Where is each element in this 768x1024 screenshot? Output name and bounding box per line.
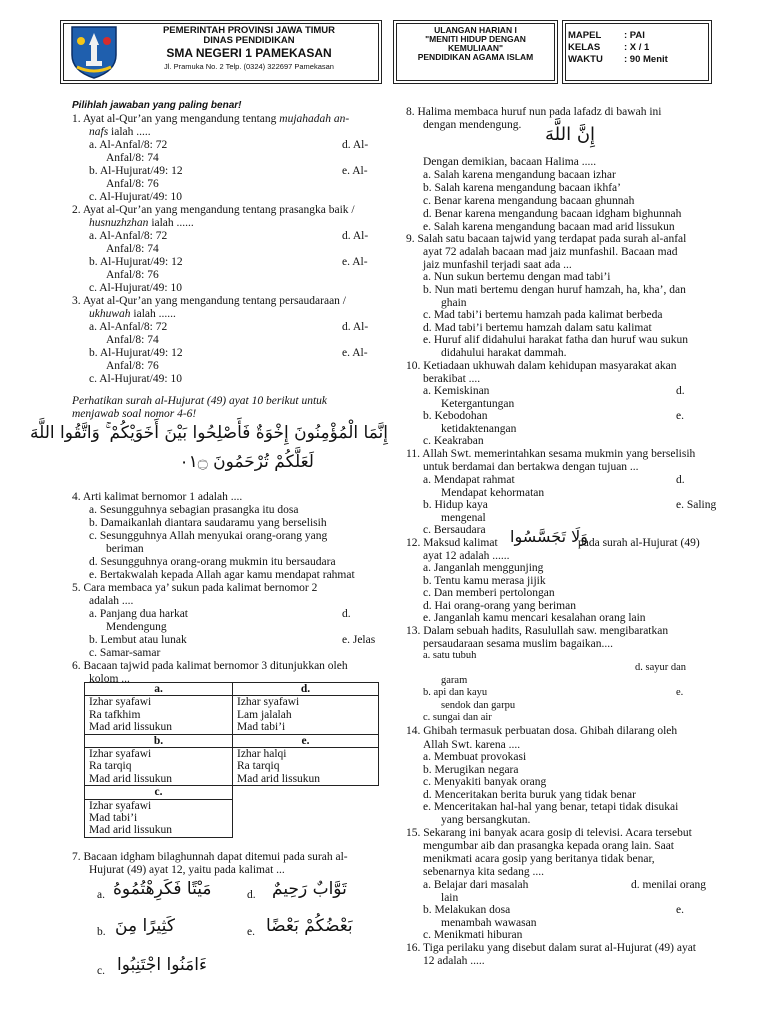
- q3-option-e[interactable]: e. Al-: [342, 347, 368, 359]
- q5-option-b[interactable]: b. Lembut atau lunak: [89, 634, 187, 646]
- q3-option-e-text: Anfal/8: 76: [106, 360, 159, 372]
- header-line-1: PEMERINTAH PROVINSI JAWA TIMUR: [162, 25, 336, 36]
- q1-stem: 1. Ayat al-Qur’an yang mengandung tentang mujahadah an-: [72, 113, 350, 125]
- header-line-2: DINAS PENDIDIKAN: [203, 35, 295, 46]
- q9-option-e-cont: didahului harakat dammah.: [441, 347, 567, 359]
- q8-option-a[interactable]: a. Salah karena mengandung bacaan izhar: [423, 169, 616, 181]
- q16-stem: 16. Tiga perilaku yang disebut dalam surat al-Hujurat (49) ayat: [406, 942, 696, 954]
- q6-stem-2: kolom ...: [89, 673, 130, 685]
- q13-stem: 13. Dalam sebuah hadits, Rasulullah saw. mengibaratkan: [406, 625, 669, 637]
- q13-option-b[interactable]: b. api dan kayu: [423, 687, 488, 698]
- school-address: Jl. Pramuka No. 2 Telp. (0324) 322697 Pamekasan: [164, 62, 334, 71]
- q11-stem: 11. Allah Swt. memerintahkan sesama mukmin yang berselisih: [406, 448, 696, 460]
- q13-option-c[interactable]: c. sungai dan air: [423, 712, 492, 723]
- q8-option-b[interactable]: b. Salah karena mengandung bacaan ikhfa’: [423, 182, 621, 194]
- exam-line-3: KEMULIAAN": [447, 43, 504, 53]
- q10-option-e-text: ketidaktenangan: [441, 423, 517, 435]
- q2-option-e-text: Anfal/8: 76: [106, 269, 159, 281]
- q1-option-d-text: Anfal/8: 74: [106, 152, 159, 164]
- q11-option-b[interactable]: b. Hidup kaya: [423, 499, 488, 511]
- instructions: Pilihlah jawaban yang paling benar!: [72, 100, 242, 111]
- q1-option-b[interactable]: b. Al-Hujurat/49: 12: [89, 165, 183, 177]
- q15-stem-2: mengumbar aib dan prasangka kepada orang lain. Saat: [423, 840, 674, 852]
- q1-option-e-text: Anfal/8: 76: [106, 178, 159, 190]
- q1-option-a[interactable]: a. Al-Anfal/8: 72: [89, 139, 168, 151]
- q6-col-b-cell: Izhar syafawi Ra tarqiq Mad arid lissukun: [85, 748, 233, 786]
- q8-option-e[interactable]: e. Salah karena mengandung bacaan mad arid lissukun: [423, 221, 675, 233]
- q5-option-a[interactable]: a. Panjang dua harkat: [89, 608, 188, 620]
- q12-option-b[interactable]: b. Tentu kamu merasa jijik: [423, 575, 546, 587]
- info-val-1: : PAI: [624, 30, 645, 41]
- q9-stem-3: jaiz munfashil terjadi saat ada ...: [423, 259, 572, 271]
- q6-col-b-header[interactable]: b.: [85, 734, 233, 747]
- q12-arabic-word: وَلَا تَجَسَّسُوا: [510, 527, 588, 546]
- q2-option-a[interactable]: a. Al-Anfal/8: 72: [89, 230, 168, 242]
- q4-option-b[interactable]: b. Damaikanlah diantara saudaramu yang berselisih: [89, 517, 327, 529]
- quran-verse-line-1: إِنَّمَا الْمُؤْمِنُونَ إِخْوَةٌ فَأَصْلِحُوا بَيْنَ أَخَوَيْكُمْ ۚ وَاتَّقُوا اللَّهَ: [30, 423, 388, 443]
- q3-stem-2: ukhuwah ialah ......: [89, 308, 176, 320]
- q15-stem-3: menikmati acara gosip yang beritanya tidak benar,: [423, 853, 655, 865]
- q15-option-a[interactable]: a. Belajar dari masalah: [423, 879, 529, 891]
- q11-option-e[interactable]: e. Saling: [676, 499, 717, 511]
- province-logo: [69, 25, 119, 79]
- q7-stem-2: Hujurat (49) ayat 12, yaitu pada kalimat ...: [89, 864, 285, 876]
- q3-stem: 3. Ayat al-Qur’an yang mengandung tentang persaudaraan /: [72, 295, 346, 307]
- q8-option-d[interactable]: d. Benar karena mengandung bacaan idgham bighunnah: [423, 208, 682, 220]
- q9-option-d[interactable]: d. Mad tabi’i bertemu hamzah dalam satu kalimat: [423, 322, 652, 334]
- q14-stem-2: Allah Swt. karena ....: [423, 739, 521, 751]
- q11-option-e-text: mengenal: [441, 512, 486, 524]
- q6-col-a-header[interactable]: a.: [85, 683, 233, 696]
- q6-col-c-cell: Izhar syafawi Mad tabi’i Mad arid lissukun: [85, 799, 233, 837]
- q5-option-c[interactable]: c. Samar-samar: [89, 647, 161, 659]
- q14-option-b[interactable]: b. Merugikan negara: [423, 764, 519, 776]
- q4-option-e[interactable]: e. Bertakwalah kepada Allah agar kamu mendapat rahmat: [89, 569, 355, 581]
- q15-option-d[interactable]: d. menilai orang: [631, 879, 707, 891]
- q8-stem-3: Dengan demikian, bacaan Halima .....: [423, 156, 597, 168]
- q7-option-a[interactable]: a.: [97, 889, 105, 901]
- q8-arabic-lafadz: إِنَّ اللَّهَ: [545, 124, 596, 145]
- q3-option-c[interactable]: c. Al-Hujurat/49: 10: [89, 373, 182, 385]
- q7-option-b-arabic: كَثِيرًا مِنَ: [115, 916, 175, 936]
- q7-option-d-arabic: تَوَّابٌ رَحِيمٌ: [272, 879, 347, 899]
- q14-stem: 14. Ghibah termasuk perbuatan dosa. Ghibah dilarang oleh: [406, 725, 678, 737]
- q12-stem-b: pada surah al-Hujurat (49): [578, 537, 700, 549]
- q7-option-e[interactable]: e.: [247, 926, 255, 938]
- q10-option-e[interactable]: e.: [676, 410, 684, 422]
- q4-option-c-text: beriman: [106, 543, 144, 555]
- q15-stem-4: sebenarnya kita sedang ....: [423, 866, 545, 878]
- q5-stem-2: adalah ....: [89, 595, 134, 607]
- info-key-3: WAKTU: [568, 54, 603, 65]
- q4-stem: 4. Arti kalimat bernomor 1 adalah ....: [72, 491, 243, 503]
- passage-intro-2: menjawab soal nomor 4-6!: [72, 408, 197, 420]
- q10-option-b[interactable]: b. Kebodohan: [423, 410, 488, 422]
- q13-option-a[interactable]: a. satu tubuh: [423, 650, 477, 661]
- q14-option-d[interactable]: d. Menceritakan berita buruk yang tidak benar: [423, 789, 636, 801]
- q14-option-e-cont: yang bersangkutan.: [441, 814, 531, 826]
- q6-col-d-cell: Izhar syafawi Lam jalalah Mad tabi’i: [233, 696, 379, 734]
- q13-option-e[interactable]: e.: [676, 687, 684, 698]
- q6-col-e-cell: Izhar halqi Ra tarqiq Mad arid lissukun: [233, 748, 379, 786]
- q12-option-e[interactable]: e. Janganlah kamu mencari kesalahan orang lain: [423, 612, 646, 624]
- q6-col-c-header[interactable]: c.: [85, 786, 233, 799]
- q2-option-c[interactable]: c. Al-Hujurat/49: 10: [89, 282, 182, 294]
- q13-option-e-text: sendok dan garpu: [441, 700, 516, 711]
- q9-option-b-cont: ghain: [441, 297, 467, 309]
- q11-stem-2: untuk berdamai dan bertakwa dengan tujuan ...: [423, 461, 639, 473]
- q7-option-a-arabic: مَيْتًا فَكَرِهْتُمُوهُ: [113, 879, 212, 899]
- q8-stem-2: dengan mendengung.: [423, 119, 522, 131]
- q13-option-d[interactable]: d. sayur dan: [635, 662, 687, 673]
- q3-option-d[interactable]: d. Al-: [342, 321, 369, 333]
- q11-option-d-text: Mendapat kehormatan: [441, 487, 545, 499]
- q6-stem: 6. Bacaan tajwid pada kalimat bernomor 3 ditunjukkan oleh: [72, 660, 348, 672]
- exam-line-2: "MENITI HIDUP DENGAN: [425, 34, 526, 44]
- q10-option-d[interactable]: d.: [676, 385, 685, 397]
- q2-stem-2: husnuzhzhan ialah ......: [89, 217, 194, 229]
- q2-option-e[interactable]: e. Al-: [342, 256, 368, 268]
- school-name: SMA NEGERI 1 PAMEKASAN: [166, 46, 332, 60]
- q2-option-d[interactable]: d. Al-: [342, 230, 369, 242]
- q8-option-c[interactable]: c. Benar karena mengandung bacaan ghunnah: [423, 195, 635, 207]
- q10-option-a[interactable]: a. Kemiskinan: [423, 385, 490, 397]
- q14-option-e[interactable]: e. Menceritakan hal-hal yang benar, tetapi tidak disukai: [423, 801, 679, 813]
- q6-tajwid-table: [84, 682, 379, 838]
- q11-option-c[interactable]: c. Bersaudara: [423, 524, 486, 536]
- q13-option-d-cont: garam: [441, 675, 468, 686]
- q9-stem-2: ayat 72 adalah bacaan mad jaiz munfashil. Bacaan mad: [423, 246, 678, 258]
- q12-stem: 12. Maksud kalimat: [406, 537, 498, 549]
- q15-option-c[interactable]: c. Menikmati hiburan: [423, 929, 523, 941]
- info-val-3: : 90 Menit: [624, 54, 668, 65]
- q9-option-c[interactable]: c. Mad tabi’i bertemu hamzah pada kalimat berbeda: [423, 309, 663, 321]
- q10-stem: 10. Ketiadaan ukhuwah dalam kehidupan masyarakat akan: [406, 360, 677, 372]
- q15-stem: 15. Sekarang ini banyak acara gosip di televisi. Acara tersebut: [406, 827, 692, 839]
- q4-option-c[interactable]: c. Sesungguhnya Allah menyukai orang-orang yang: [89, 530, 328, 542]
- q6-col-a-cell: Izhar syafawi Ra tafkhim Mad arid lissukun: [85, 696, 233, 734]
- q12-option-d[interactable]: d. Hai orang-orang yang beriman: [423, 600, 576, 612]
- passage-intro: Perhatikan surah al-Hujurat (49) ayat 10 berikut untuk: [72, 395, 327, 407]
- q4-option-a[interactable]: a. Sesungguhnya sebagian prasangka itu dosa: [89, 504, 299, 516]
- q10-option-c[interactable]: c. Keakraban: [423, 435, 484, 447]
- q1-option-d[interactable]: d. Al-: [342, 139, 369, 151]
- q3-option-b[interactable]: b. Al-Hujurat/49: 12: [89, 347, 183, 359]
- q15-option-b[interactable]: b. Melakukan dosa: [423, 904, 511, 916]
- q12-option-a[interactable]: a. Janganlah menggunjing: [423, 562, 544, 574]
- q5-option-e[interactable]: e. Jelas: [342, 634, 376, 646]
- q1-option-c[interactable]: c. Al-Hujurat/49: 10: [89, 191, 182, 203]
- q5-option-d[interactable]: d.: [342, 608, 351, 620]
- info-val-2: : X / 1: [624, 42, 650, 53]
- info-key-2: KELAS: [568, 42, 601, 53]
- q8-stem: 8. Halima membaca huruf nun pada lafadz di bawah ini: [406, 106, 662, 118]
- info-key-1: MAPEL: [568, 30, 602, 41]
- q14-option-a[interactable]: a. Membuat provokasi: [423, 751, 527, 763]
- q14-option-c[interactable]: c. Menyakiti banyak orang: [423, 776, 547, 788]
- q7-stem: 7. Bacaan idgham bilaghunnah dapat ditemui pada surah al-: [72, 851, 348, 863]
- q6-col-e-header[interactable]: e.: [233, 734, 379, 747]
- q9-option-a[interactable]: a. Nun sukun bertemu dengan mad tabi’i: [423, 271, 611, 283]
- q2-option-d-text: Anfal/8: 74: [106, 243, 159, 255]
- q15-option-e[interactable]: e.: [676, 904, 684, 916]
- q15-option-d-text: lain: [441, 892, 459, 904]
- quran-verse-line-2: لَعَلَّكُمْ تُرْحَمُونَ ۝١٠: [179, 452, 314, 472]
- q5-option-d-text: Mendengung: [106, 621, 167, 633]
- q9-option-b[interactable]: b. Nun mati bertemu dengan huruf hamzah, ha, kha’, dan: [423, 284, 686, 296]
- q13-stem-2: persaudaraan sesama muslim bagaikan....: [423, 638, 614, 650]
- exam-line-4: PENDIDIKAN AGAMA ISLAM: [417, 52, 534, 62]
- q16-stem-2: 12 adalah .....: [423, 955, 485, 967]
- q4-option-d[interactable]: d. Sesungguhnya orang-orang mukmin itu bersaudara: [89, 556, 336, 568]
- q15-option-e-text: menambah wawasan: [441, 917, 537, 929]
- q7-option-e-arabic: بَعْضُكُمْ بَعْضًا: [266, 916, 353, 936]
- q9-option-e[interactable]: e. Huruf alif didahului harakat fatha dan huruf wau sukun: [423, 334, 689, 346]
- q11-option-d[interactable]: d.: [676, 474, 685, 486]
- q7-option-c-arabic: ءَامَنُوا اجْتَنِبُوا: [117, 955, 207, 975]
- q2-option-b[interactable]: b. Al-Hujurat/49: 12: [89, 256, 183, 268]
- q3-option-a[interactable]: a. Al-Anfal/8: 72: [89, 321, 168, 333]
- q3-option-d-text: Anfal/8: 74: [106, 334, 159, 346]
- q12-stem-2: ayat 12 adalah ......: [423, 550, 510, 562]
- q11-option-a[interactable]: a. Mendapat rahmat: [423, 474, 515, 486]
- q6-col-d-header[interactable]: d.: [233, 683, 379, 696]
- q1-stem-2: nafs ialah .....: [89, 126, 151, 138]
- q7-option-b[interactable]: b.: [97, 926, 106, 938]
- q10-stem-2: berakibat ....: [423, 373, 481, 385]
- q10-option-d-text: Ketergantungan: [441, 398, 515, 410]
- exam-line-1: ULANGAN HARIAN I: [434, 25, 517, 35]
- q12-option-c[interactable]: c. Dan memberi pertolongan: [423, 587, 555, 599]
- q1-option-e[interactable]: e. Al-: [342, 165, 368, 177]
- q9-stem: 9. Salah satu bacaan tajwid yang terdapat pada surah al-anfal: [406, 233, 687, 245]
- q2-stem: 2. Ayat al-Qur’an yang mengandung tentang prasangka baik /: [72, 204, 355, 216]
- q7-option-c[interactable]: c.: [97, 965, 105, 977]
- q5-stem: 5. Cara membaca ya’ sukun pada kalimat bernomor 2: [72, 582, 318, 594]
- q7-option-d[interactable]: d.: [247, 889, 256, 901]
